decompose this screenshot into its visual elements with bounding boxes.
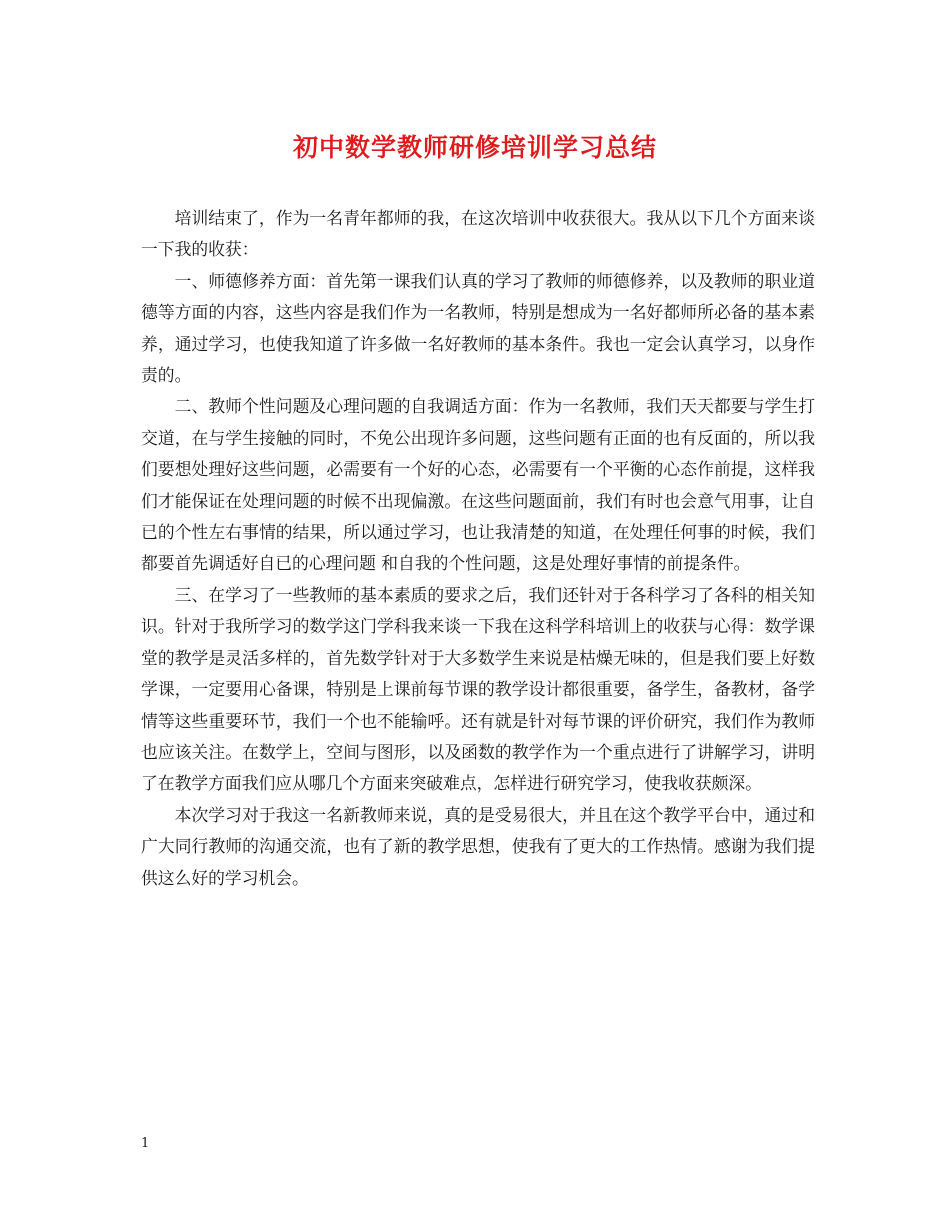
paragraph-psychology: 二、教师个性问题及心理问题的自我调适方面：作为一名教师，我们天天都要与学生打交道，在与学生接触的同时，不免公出现许多问题，这些问题有正面的也有反面的，所以我们要想处理好这些问题，必需要有一个好的心态，必需要有一个平衡的心态作前提，这样我们才能保证在处理问题的时候不出现偏激。在这些问题面前，我们有时也会意气用事，让自已的个性左右事情的结果，所以通过学习，也让我清楚的知道，在处理任何事的时候，我们都要首先调适好自已的心理问题 和自我的个性问题，这是处理好事情的前提条件。 [141, 396, 815, 574]
paragraph-intro: 培训结束了，作为一名青年都师的我，在这次培训中收获很大。我从以下几个方面来谈一下我的收获： [141, 208, 815, 260]
paragraph-math-subject: 三、在学习了一些教师的基本素质的要求之后，我们还针对于各科学习了各科的相关知识。针对于我所学习的数学这门学科我来谈一下我在这科学科培训上的收获与心得：数学课堂的教学是灵活多样的，首先数学针对于大多数学生来说是枯燥无味的，但是我们要上好数学课，一定要用心备课，特别是上课前每节课的教学设计都很重要，备学生，备教材，备学情等这些重要环节，我们一个也不能输呼。还有就是针对每节课的评价研究，我们作为教师也应该关注。在数学上，空间与图形，以及函数的教学作为一个重点进行了讲解学习，讲明了在教学方面我们应从哪几个方面来突破难点，怎样进行研究学习，使我收获颇深。 [141, 584, 815, 794]
page-number: 1 [141, 1136, 150, 1151]
paragraph-ethics: 一、师德修养方面：首先第一课我们认真的学习了教师的师德修养，以及教师的职业道德等方面的内容，这些内容是我们作为一名教师，特别是想成为一名好都师所必备的基本素养，通过学习，也使我知道了许多做一名好教师的基本条件。我也一定会认真学习，以身作责的。 [141, 270, 815, 386]
document-body [141, 203, 815, 894]
paragraph-conclusion: 本次学习对于我这一名新教师来说，真的是受易很大，并且在这个教学平台中，通过和广大同行教师的沟通交流，也有了新的教学思想，使我有了更大的工作热情。感谢为我们提供这么好的学习机会。 [141, 804, 815, 888]
document-title: 初中数学教师研修培训学习总结 [292, 133, 657, 162]
